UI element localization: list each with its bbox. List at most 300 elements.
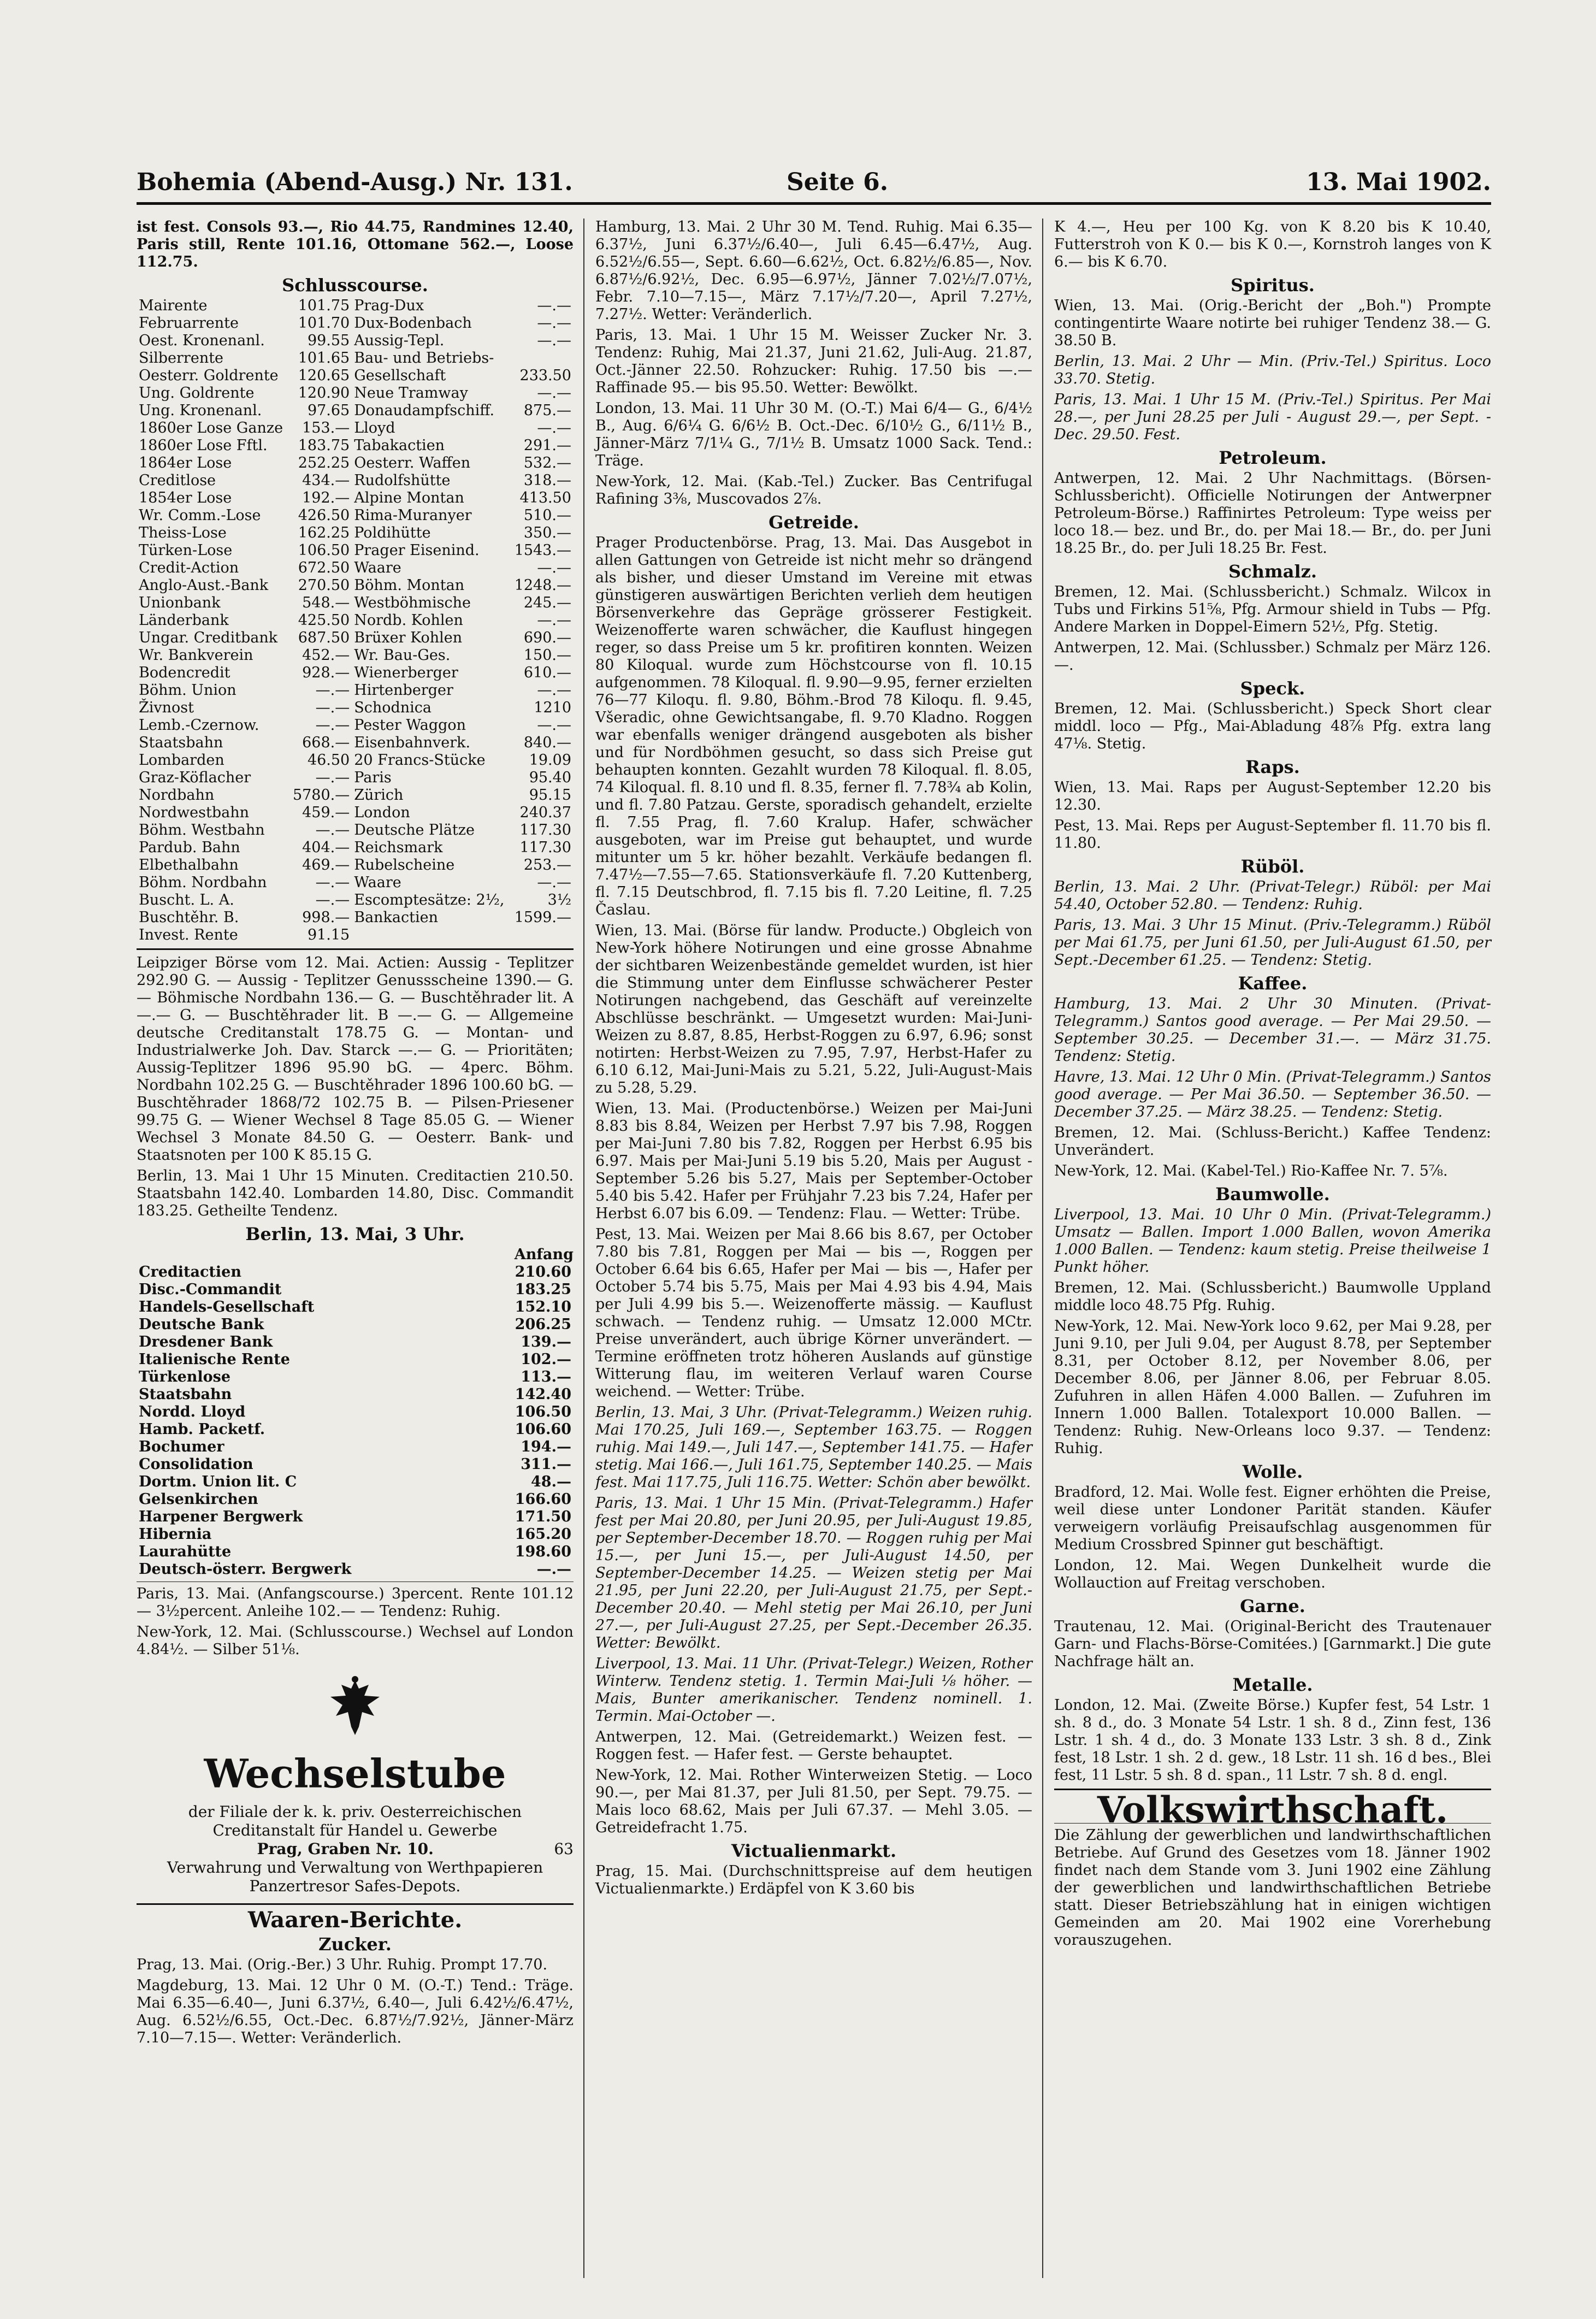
security-name: Graz-Köflacher <box>139 769 251 786</box>
security-price: 1599.— <box>514 909 571 926</box>
schlusscourse-row <box>137 804 574 822</box>
security-price: 233.50 <box>519 367 571 384</box>
security-name: Böhm. Westbahn <box>139 822 265 839</box>
security-name: Pester Waggon <box>354 717 466 734</box>
security-price: 48.— <box>531 1473 571 1490</box>
berlin-row <box>137 1281 574 1299</box>
rueboel-paris: Paris, 13. Mai. 3 Uhr 15 Minut. (Priv.-Telegramm.) Rüböl per Mai 61.75, per Juni 61.50, per Juli-August 61.50, per Sept.-December 61.25. — Tendenz: Stetig. <box>1054 917 1491 969</box>
ad-line1: der Filiale der k. k. priv. Oesterreichischen <box>188 1803 522 1821</box>
metalle-heading: Metalle. <box>1232 1674 1313 1695</box>
baumwolle-liverpool: Liverpool, 13. Mai. 10 Uhr 0 Min. (Privat-Telegramm.) Umsatz — Ballen. Import 1.000 Ballen, wovon Amerika 1.000 Ballen. — Tendenz: kaum stetig. Preise theilweise 1 Punkt höher. <box>1054 1206 1491 1276</box>
berlin-getreide-report: Berlin, 13. Mai, 3 Uhr. (Privat-Telegramm.) Weizen ruhig. Mai 170.25, Juli 169.—, September 163.75. — Roggen ruhig. Mai 149.—, Juli 147.—, September 141.75. — Hafer stetig. Mai 166.—, Juli 161.75, September 140.25. — Mais fest. Mai 117.75, Juli 116.75. Wetter: Schön aber bewölkt. <box>595 1404 1032 1491</box>
security-name: Schodnica <box>354 699 432 716</box>
wechselstube-ad <box>137 1675 574 1896</box>
security-price: 840.— <box>523 734 571 751</box>
rueboel-berlin: Berlin, 13. Mai. 2 Uhr. (Privat-Telegr.) Rüböl: per Mai 54.40, October 52.80. — Tendenz: Ruhig. <box>1054 878 1491 913</box>
schlusscourse-row <box>137 437 574 455</box>
column-1 <box>137 219 574 2050</box>
schmalz-heading: Schmalz. <box>1228 561 1317 582</box>
security-name: Staatsbahn <box>139 734 223 751</box>
security-price: 240.37 <box>519 804 571 821</box>
security-name: Donaudampfschiff. <box>354 402 495 419</box>
security-price: 46.50 <box>307 752 350 769</box>
eagle-emblem-icon <box>325 1675 385 1740</box>
security-price: 425.50 <box>298 612 350 629</box>
security-name: Ung. Goldrente <box>139 385 255 402</box>
security-name: Böhm. Nordbahn <box>139 874 267 891</box>
berlin-row <box>137 1438 574 1456</box>
berlin-table <box>137 1264 574 1578</box>
security-price: 139.— <box>521 1333 571 1350</box>
zucker-heading: Zucker. <box>318 1934 392 1955</box>
waaren-berichte-heading: Waaren-Berichte. <box>247 1907 463 1933</box>
security-name: Westböhmische <box>354 594 471 611</box>
security-name: Oesterr. Waffen <box>354 455 471 471</box>
security-price: 1210 <box>534 699 571 716</box>
security-name: Oest. Kronenanl. <box>139 332 265 349</box>
security-price: 117.30 <box>519 839 571 856</box>
schlusscourse-row <box>137 385 574 402</box>
security-price: 687.50 <box>298 629 350 646</box>
kaffee-hamburg: Hamburg, 13. Mai. 2 Uhr 30 Minuten. (Privat-Telegramm.) Santos good average. — Per Mai 29.50. — September 30.25. — December 31.—. — März 31.75. Tendenz: Stetig. <box>1054 995 1491 1065</box>
security-price: 875.— <box>523 402 571 419</box>
security-price: 318.— <box>523 472 571 489</box>
security-name: Prager Eisenind. <box>354 542 480 559</box>
divider <box>137 948 574 950</box>
header-right: 13. Mai 1902. <box>1306 168 1491 196</box>
security-name: Ung. Kronenanl. <box>139 402 262 419</box>
schlusscourse-row <box>137 577 574 594</box>
security-price: —.— <box>537 420 571 436</box>
petroleum-heading: Petroleum. <box>1219 447 1327 468</box>
baumwolle-bremen: Bremen, 12. Mai. (Schlussbericht.) Baumwolle Uppland middle loco 48.75 Pfg. Ruhig. <box>1054 1279 1491 1314</box>
security-name: Živnost <box>139 699 194 716</box>
prag-zucker-report: Prag, 13. Mai. (Orig.-Ber.) 3 Uhr. Ruhig. Prompt 17.70. <box>137 1956 548 1973</box>
security-name: Lloyd <box>354 420 395 436</box>
ad-line4: Verwahrung und Verwaltung von Werthpapieren <box>167 1858 543 1877</box>
schmalz-bremen: Bremen, 12. Mai. (Schlussbericht.) Schmalz. Wilcox in Tubs und Firkins 51⅝, Pfg. Armour shield in Tubs — Pfg. Andere Marken in Doppel-Eimern 52½, Pfg. Stetig. <box>1054 583 1491 635</box>
security-price: 1248.— <box>514 577 571 594</box>
security-price: 510.— <box>523 507 571 524</box>
security-name: Hibernia <box>139 1526 212 1543</box>
schlusscourse-row <box>137 315 574 332</box>
security-price: —.— <box>537 874 571 891</box>
petroleum-report: Antwerpen, 12. Mai. 2 Uhr Nachmittags. (Börsen-Schlussbericht). Officielle Notirungen der Antwerpner Petroleum-Börse.) Raffinirtes Petroleum: Type weiss per loco 18.— bez. und Br., do. per Mai 18.— Br., do. per Juni 18.25 Br., do. per Juli 18.25 Br. Fest. <box>1054 470 1491 557</box>
security-name: Creditlose <box>139 472 216 489</box>
security-price: 270.50 <box>298 577 350 594</box>
rueboel-heading: Rüböl. <box>1240 856 1305 877</box>
security-price: —.— <box>537 385 571 402</box>
berlin-row <box>137 1316 574 1333</box>
security-name: Deutsche Bank <box>139 1316 264 1333</box>
security-name: Escomptesätze: 2½, <box>354 892 505 908</box>
security-price: 210.60 <box>515 1264 571 1281</box>
kaffee-newyork: New-York, 12. Mai. (Kabel-Tel.) Rio-Kaffee Nr. 7. 5⅞. <box>1054 1163 1448 1179</box>
security-name: Mairente <box>139 297 208 314</box>
security-name: Dortm. Union lit. C <box>139 1473 297 1490</box>
berlin-row <box>137 1543 574 1561</box>
security-price: 311.— <box>521 1456 571 1473</box>
security-price: 1543.— <box>514 542 571 559</box>
security-name: Tabakactien <box>354 437 445 454</box>
security-price: 998.— <box>302 909 350 926</box>
security-price: —.— <box>315 822 350 839</box>
security-name: Laurahütte <box>139 1543 232 1560</box>
security-price: 153.— <box>302 420 350 436</box>
berlin-row <box>137 1526 574 1543</box>
schmalz-antwerpen: Antwerpen, 12. Mai. (Schlussber.) Schmalz per März 126.—. <box>1054 639 1491 674</box>
schlusscourse-row <box>137 699 574 717</box>
security-price: 106.60 <box>515 1421 571 1438</box>
security-price: —.— <box>315 717 350 734</box>
schlusscourse-row <box>137 664 574 682</box>
schlusscourse-row <box>137 350 574 367</box>
security-name: Rudolfshütte <box>354 472 451 489</box>
security-price: 152.10 <box>515 1299 571 1315</box>
security-name: Hamb. Packetf. <box>139 1421 265 1438</box>
security-name: 1860er Lose Ganze <box>139 420 283 436</box>
schlusscourse-row <box>137 524 574 542</box>
schlusscourse-row <box>137 455 574 472</box>
security-price: 245.— <box>523 594 571 611</box>
leipzig-report: Leipziger Börse vom 12. Mai. Actien: Aussig - Teplitzer 292.90 G. — Aussig - Teplitzer Genussscheine 1390.— G. — Böhmische Nordbahn 136.— G. — Buschtěhrader lit. A —.— G. — Buschtěhrader lit. B —.— G. — Allgemeine deutsche Creditanstalt 178.75 G. — Montan- und Industrialwerke Joh. Dav. Starck —.— G. — Prioritäten; Aussig-Teplitzer 1896 95.90 bG. — 4perc. Böhm. Nordbahn 102.25 G. — Buschtěhrader 1896 100.60 bG. — Buschtěhrader 1868/72 102.75 B. — Pilsen-Priesener 99.75 G. — Wiener Wechsel 8 Tage 85.05 G. — Wiener Wechsel 3 Monate 84.50 G. — Oesterr. Bank- und Staatsnoten per 100 K 85.15 G. <box>137 954 574 1164</box>
security-name: Böhm. Union <box>139 682 237 699</box>
security-price: —.— <box>537 559 571 576</box>
security-price: 532.— <box>523 455 571 471</box>
schlusscourse-row <box>137 682 574 699</box>
security-price: 166.60 <box>515 1491 571 1508</box>
security-name: Harpener Bergwerk <box>139 1508 303 1525</box>
raps-wien: Wien, 13. Mai. Raps per August-September 12.20 bis 12.30. <box>1054 779 1491 813</box>
security-price: 142.40 <box>515 1386 571 1403</box>
security-name: Consolidation <box>139 1456 253 1473</box>
security-price: —.— <box>315 769 350 786</box>
security-price: 610.— <box>523 664 571 681</box>
schlusscourse-row <box>137 647 574 664</box>
security-price: 469.— <box>302 857 350 874</box>
security-name: Eisenbahnverk. <box>354 734 471 751</box>
security-price: 404.— <box>302 839 350 856</box>
security-name: Reichsmark <box>354 839 443 856</box>
security-price: 102.— <box>521 1351 571 1368</box>
security-name: Nordbahn <box>139 787 215 804</box>
prag-getreide-report: Prager Productenbörse. Prag, 13. Mai. Das Ausgebot in allen Gattungen von Getreide ist nicht mehr so drängend als bisher, und dieser Umstand im Vereine mit etwas günstigeren auswärtigen Berichten verlieh dem heutigen Börsenverkehre das Gepräge grösserer Festigkeit. Weizenofferte waren schwächer, die Kauflust hingegen reger, so dass Preise um 5 kr. profitiren konnten. Weizen 80 Kiloqual. wurde zum Höchstcourse von fl. 10.15 aufgenommen. 78 Kiloqual. fl. 9.90—9.95, ferner erzielten 76—77 Kiloqu. fl. 9.80, Böhm.-Brod 78 Kiloqu. fl. 9.45, Všeradic, ohne Gewichtsangabe, fl. 9.70 Kladno. Roggen war ebenfalls weniger drängend ausgeboten als bisher und für Nordböhmen gesucht, so dass sich Preise gut behaupten konnten. Gezahlt wurden 78 Kiloqual. fl. 8.05, 74 Kiloqual. fl. 8.10 und fl. 8.35, ferner fl. 7.78¾ ab Kolin, und fl. 7.80 Patzau. Gerste, sporadisch gehandelt, erzielte fl. 7.55 Prag, fl. 7.60 Kralup. Hafer, schwächer ausgeboten, war im Preise gut behauptet, und wurde mitunter um 5 kr. höher bezahlt. Verkäufe bedangen fl. 7.47½—7.55—7.65. Stationsverkäufe fl. 7.20 Kuttenberg, fl. 7.15 Deutschbrod, fl. 7.15 bis fl. 7.20 Leitine, fl. 7.25 Časlau. <box>595 534 1032 918</box>
raps-heading: Raps. <box>1245 757 1300 777</box>
security-name: Handels-Gesellschaft <box>139 1299 315 1315</box>
schlusscourse-row <box>137 420 574 437</box>
pest-report: Pest, 13. Mai. Weizen per Mai 8.66 bis 8.67, per October 7.80 bis 7.81, Roggen per Mai — bis —, Roggen per October 6.64 bis 6.65, Hafer per Mai — bis —, Hafer per October 5.74 bis 5.75, Mais per Mai 4.93 bis 4.94, Mais per Juli 4.99 bis 5.—. Weizenofferte mässig. — Kauflust schwach. — Tendenz ruhig. — Umsatz 12.000 MCtr. Preise unverändert, auch übrige Körner unverändert. — Termine eröffneten trotz höheren Auslands auf günstige Witterung flau, im weiteren Verlauf waren Course weichend. — Wetter: Trübe. <box>595 1226 1032 1400</box>
newyork-zucker-report: New-York, 12. Mai. (Kab.-Tel.) Zucker. Bas Centrifugal Rafining 3⅜, Muscovados 2⅞. <box>595 473 1032 508</box>
berlin-row <box>137 1561 574 1578</box>
schlusscourse-row <box>137 559 574 577</box>
security-price: 198.60 <box>515 1543 571 1560</box>
security-name: Poldihütte <box>354 524 431 541</box>
security-name: Bau- und Betriebs- <box>354 350 494 367</box>
victualien-report: Prag, 15. Mai. (Durchschnittspreise auf dem heutigen Victualienmarkte.) Erdäpfel von K 3.60 bis <box>595 1863 1032 1897</box>
security-price: 106.50 <box>298 542 350 559</box>
newyork-getreide-report: New-York, 12. Mai. Rother Winterweizen Stetig. — Loco 90.—, per Mai 81.37, per Juli 81.50, per Sept. 79.75. — Mais loco 68.62, Mais per Juli 67.37. — Mehl 3.05. — Getreidefracht 1.75. <box>595 1767 1032 1836</box>
security-name: Pardub. Bahn <box>139 839 240 856</box>
newyork-report: New-York, 12. Mai. (Schlusscourse.) Wechsel auf London 4.84½. — Silber 51⅛. <box>137 1624 574 1658</box>
schlusscourse-row <box>137 769 574 787</box>
baumwolle-heading: Baumwolle. <box>1215 1184 1330 1205</box>
security-name: Ungar. Creditbank <box>139 629 278 646</box>
security-name: Rima-Muranyer <box>354 507 472 524</box>
security-name: Buscht. L. A. <box>139 892 234 908</box>
security-name: Nordd. Lloyd <box>139 1403 246 1420</box>
ad-number: 63 <box>554 1840 574 1858</box>
divider <box>137 1903 574 1905</box>
header-left: Bohemia (Abend-Ausg.) Nr. 131. <box>137 168 573 196</box>
security-name: Invest. Rente <box>139 927 238 943</box>
berlin-anfang-label: Anfang <box>514 1246 574 1263</box>
security-price <box>511 350 574 367</box>
security-name: Gelsenkirchen <box>139 1491 258 1508</box>
security-price: 106.50 <box>515 1403 571 1420</box>
schlusscourse-row <box>137 332 574 350</box>
schlusscourse-row <box>137 472 574 489</box>
security-price: 19.09 <box>529 752 571 769</box>
security-price: 459.— <box>302 804 350 821</box>
wolle-heading: Wolle. <box>1242 1461 1303 1482</box>
schlusscourse-row <box>137 612 574 629</box>
security-price: —.— <box>315 699 350 716</box>
victualien-heading: Victualienmarkt. <box>731 1840 897 1861</box>
security-price: —.— <box>537 682 571 699</box>
schlusscourse-row <box>137 752 574 769</box>
garne-heading: Garne. <box>1240 1596 1305 1616</box>
schlusscourse-row <box>137 402 574 420</box>
schlusscourse-row <box>137 892 574 909</box>
speck-report: Bremen, 12. Mai. (Schlussbericht.) Speck Short clear middl. loco — Pfg., Mai-Abladung 48⅞ Pfg. extra lang 47⅛. Stetig. <box>1054 700 1491 752</box>
security-name: London <box>354 804 410 821</box>
security-price: 99.55 <box>307 332 350 349</box>
security-name: Dux-Bodenbach <box>354 315 472 332</box>
security-name: Wr. Bau-Ges. <box>354 647 451 664</box>
kaffee-bremen: Bremen, 12. Mai. (Schluss-Bericht.) Kaffee Tendenz: Unverändert. <box>1054 1124 1491 1159</box>
schlusscourse-row <box>137 367 574 385</box>
schlusscourse-table <box>137 297 574 944</box>
schlusscourse-row <box>137 839 574 857</box>
security-price: —.— <box>537 297 571 314</box>
consols-intro: ist fest. Consols 93.—, Rio 44.75, Randmines 12.40, Paris still, Rente 101.16, Ottomane 562.—, Loose 112.75. <box>137 219 574 270</box>
berlin-row <box>137 1421 574 1438</box>
spiritus-paris: Paris, 13. Mai. 1 Uhr 15 M. (Priv.-Tel.) Spiritus. Per Mai 28.—, per Juni 28.25 per Juli - August 29.—, per Sept. - Dec. 29.50. Fest. <box>1054 391 1491 443</box>
schlusscourse-row <box>137 297 574 315</box>
security-name: Rubelscheine <box>354 857 455 874</box>
security-name: Deutsche Plätze <box>354 822 475 839</box>
paris-zucker-report: Paris, 13. Mai. 1 Uhr 15 M. Weisser Zucker Nr. 3. Tendenz: Ruhig, Mai 21.37, Juni 21.62, Juli-Aug. 21.87, Oct.-Jänner 22.50. Rohzucker: Ruhig. 17.50 bis —.— Raffinade 95.— bis 95.50. Wetter: Bewölkt. <box>595 327 1032 396</box>
security-price: —.— <box>537 612 571 629</box>
security-name: Silberrente <box>139 350 224 367</box>
security-price: 253.— <box>523 857 571 874</box>
security-name: Staatsbahn <box>139 1386 232 1403</box>
security-price: —.— <box>315 682 350 699</box>
security-name: Brüxer Kohlen <box>354 629 463 646</box>
schlusscourse-row <box>137 927 574 944</box>
garne-report: Trautenau, 12. Mai. (Original-Bericht des Trautenauer Garn- und Flachs-Börse-Comitées.) [Garnmarkt.] Die gute Nachfrage hält an. <box>1054 1618 1491 1670</box>
schlusscourse-row <box>137 542 574 559</box>
security-name: Credit-Action <box>139 559 239 576</box>
header-center: Seite 6. <box>787 168 889 196</box>
volkswirthschaft-heading: Volkswirthschaft. <box>1097 1789 1449 1831</box>
security-name: Länderbank <box>139 612 229 629</box>
spiritus-berlin: Berlin, 13. Mai. 2 Uhr — Min. (Priv.-Tel.) Spiritus. Loco 33.70. Stetig. <box>1054 353 1491 387</box>
security-name: Bodencredit <box>139 664 230 681</box>
security-name: Lemb.-Czernow. <box>139 717 259 734</box>
security-price: 928.— <box>302 664 350 681</box>
security-price: 101.75 <box>298 297 350 314</box>
column-3 <box>1054 219 1491 1952</box>
security-name: Dresdener Bank <box>139 1333 273 1350</box>
kaffee-havre: Havre, 13. Mai. 12 Uhr 0 Min. (Privat-Telegramm.) Santos good average. — Per Mai 36.50. — September 36.50. — December 37.25. — März 38.25. — Tendenz: Stetig. <box>1054 1069 1491 1120</box>
security-name: Bankactien <box>354 909 438 926</box>
volkswirthschaft-text: Die Zählung der gewerblichen und landwirthschaftlichen Betriebe. Auf Grund des Gesetzes vom 18. Jänner 1902 findet nach dem Stande vom 3. Juni 1902 eine Zählung der gewerblichen und landwirthschaftlichen Betriebe statt. Dieser Betriebszählung hat in einigen wichtigen Gemeinden am 20. Mai 1902 eine Vorerhebung vorauszugehen. <box>1054 1827 1491 1949</box>
speck-heading: Speck. <box>1240 678 1305 699</box>
security-price: 171.50 <box>515 1508 571 1525</box>
ad-line3: Prag, Graben Nr. 10. <box>257 1840 434 1858</box>
column-2 <box>595 219 1032 1901</box>
security-price <box>511 927 574 944</box>
security-price: 162.25 <box>298 524 350 541</box>
london-zucker-report: London, 13. Mai. 11 Uhr 30 M. (O.-T.) Mai 6/4— G., 6/4½ B., Aug. 6/6¼ G. 6/6½ B. Oct.-Dec. 6/10½ G., 6/11½ B., Jänner-März 7/1¼ G., 7/1½ B. Umsatz 1000 Sack. Tend.: Träge. <box>595 400 1032 469</box>
victualien-continued: K 4.—, Heu per 100 Kg. von K 8.20 bis K 10.40, Futterstroh von K 0.— bis K 0.—, Kornstroh langes von K 6.— bis K 6.70. <box>1054 219 1491 270</box>
security-price: 452.— <box>302 647 350 664</box>
column-divider-2 <box>1042 219 1043 2278</box>
berlin-row <box>137 1491 574 1508</box>
security-price: 668.— <box>302 734 350 751</box>
security-name: Italienische Rente <box>139 1351 290 1368</box>
page-header <box>137 164 1491 205</box>
security-price: —.— <box>315 892 350 908</box>
security-name: Oesterr. Goldrente <box>139 367 279 384</box>
security-name: Disc.-Commandit <box>139 1281 282 1298</box>
security-price: 113.— <box>521 1368 571 1385</box>
security-price: 120.90 <box>298 385 350 402</box>
security-price: —.— <box>315 874 350 891</box>
baumwolle-newyork: New-York, 12. Mai. New-York loco 9.62, per Mai 9.28, per Juni 9.10, per Juli 9.04, per August 8.78, per September 8.31, per October 8.12, per November 8.06, per December 8.06, per Jänner 8.06, per Februar 8.05. Zufuhren in allen Häfen 4.000 Ballen. — Zufuhren im Innern 1.000 Ballen. Totalexport 10.000 Ballen. — Tendenz: Ruhig. New-Orleans loco 9.37. — Tendenz: Ruhig. <box>1054 1318 1491 1457</box>
berlin-heading: Berlin, 13. Mai, 3 Uhr. <box>245 1224 465 1244</box>
schlusscourse-row <box>137 507 574 524</box>
security-price: 690.— <box>523 629 571 646</box>
security-price: 350.— <box>523 524 571 541</box>
security-name: Alpine Montan <box>354 489 464 506</box>
magdeburg-report: Magdeburg, 13. Mai. 12 Uhr 0 M. (O.-T.) Tend.: Träge. Mai 6.35—6.40—, Juni 6.37½, 6.40—, Juli 6.42½/6.47½, Aug. 6.52½/6.55, Oct.-Dec. 6.87½/7.92½, Jänner-März 7.10—7.15—. Wetter: Veränderlich. <box>137 1977 574 2046</box>
security-name: Nordb. Kohlen <box>354 612 463 629</box>
berlin-row <box>137 1333 574 1351</box>
security-name: Februarrente <box>139 315 239 332</box>
security-name: Wr. Comm.-Lose <box>139 507 261 524</box>
paris-getreide-report: Paris, 13. Mai. 1 Uhr 15 Min. (Privat-Telegramm.) Hafer fest per Mai 20.80, per Juni 20.95, per Juli-August 19.85, per September-December 18.70. — Roggen ruhig per Mai 15.—, per Juni 15.—, per Juli-August 14.50, per September-December 14.25. — Weizen stetig per Mai 21.95, per Juni 22.20, per Juli-August 21.75, per Sept.-December 20.40. — Mehl stetig per Mai 26.10, per Juni 27.—, per Juli-August 27.25, per Sept.-December 26.35. Wetter: Bewölkt. <box>595 1495 1032 1651</box>
spiritus-heading: Spiritus. <box>1231 275 1315 296</box>
security-name: Creditactien <box>139 1264 241 1281</box>
security-price: —.— <box>537 332 571 349</box>
security-price: 672.50 <box>298 559 350 576</box>
berlin-row <box>137 1351 574 1368</box>
security-name: 20 Francs-Stücke <box>354 752 486 769</box>
liverpool-report: Liverpool, 13. Mai. 11 Uhr. (Privat-Telegr.) Weizen, Rother Winterw. Tendenz stetig. 1. Termin Mai-Juli ⅛ höher. — Mais, Bunter amerikanischer. Tendenz nominell. 1. Termin. Mai-October —. <box>595 1655 1032 1725</box>
ad-title: Wechselstube <box>204 1750 506 1797</box>
security-price: 91.15 <box>307 927 350 943</box>
security-name: Elbethalbahn <box>139 857 239 874</box>
newspaper-page <box>137 164 1491 2283</box>
security-price: 426.50 <box>298 507 350 524</box>
security-price: 192.— <box>302 489 350 506</box>
security-name: Paris <box>354 769 392 786</box>
security-price: 252.25 <box>298 455 350 471</box>
security-name: Neue Tramway <box>354 385 468 402</box>
ad-line5: Panzertresor Safes-Depots. <box>249 1877 461 1895</box>
security-price: 120.65 <box>298 367 350 384</box>
security-price: 117.30 <box>519 822 571 839</box>
security-price: 5780.— <box>292 787 350 804</box>
wolle-bradford: Bradford, 12. Mai. Wolle fest. Eigner erhöhten die Preise, weil diese unter Londoner Parität standen. Käufer verweigern vorläufig Preisaufschlag ausgenommen für Medium Crossbred Spinner gut beschäftigt. <box>1054 1484 1491 1553</box>
security-price: 291.— <box>523 437 571 454</box>
security-price: 101.70 <box>298 315 350 332</box>
berlin-short-report: Berlin, 13. Mai 1 Uhr 15 Minuten. Creditactien 210.50. Staatsbahn 142.40. Lombarden 14.80, Disc. Commandit 183.25. Getheilte Tendenz. <box>137 1167 574 1219</box>
security-name: Lombarden <box>139 752 224 769</box>
ad-line2: Creditanstalt für Handel u. Gewerbe <box>212 1821 498 1839</box>
wien-landw-report: Wien, 13. Mai. (Börse für landw. Producte.) Obgleich von New-York höhere Notirungen und eine grosse Abnahme der sichtbaren Weizenbestände gemeldet wurden, ist hier die Stimmung unter dem Einflusse schwächerer Pester Notirungen nachgebend, das Geschäft auf vereinzelte Abschlüsse beschränkt. — Umgesetzt wurden: Mai-Juni-Weizen zu 8.87, 8.85, Herbst-Roggen zu 6.97, 6.96; sonst notirten: Herbst-Weizen zu 7.95, 7.97, Herbst-Hafer zu 6.10 6.12, Mai-Juni-Mais zu 5.21, 5.22, Juli-August-Mais zu 5.28, 5.29. <box>595 922 1032 1096</box>
schlusscourse-row <box>137 629 574 647</box>
security-name: Anglo-Aust.-Bank <box>139 577 269 594</box>
security-price: 434.— <box>302 472 350 489</box>
security-price: 95.15 <box>529 787 571 804</box>
berlin-row <box>137 1264 574 1281</box>
schlusscourse-row <box>137 594 574 612</box>
security-name: Böhm. Montan <box>354 577 465 594</box>
schlusscourse-row <box>137 787 574 804</box>
security-name: 1864er Lose <box>139 455 232 471</box>
security-price: 3½ <box>547 892 571 908</box>
schlusscourse-row <box>137 874 574 892</box>
security-name: Deutsch-österr. Bergwerk <box>139 1561 352 1578</box>
security-price: 206.25 <box>515 1316 571 1333</box>
security-price: —.— <box>537 315 571 332</box>
security-name: Zürich <box>354 787 404 804</box>
security-price: 548.— <box>302 594 350 611</box>
berlin-row <box>137 1368 574 1386</box>
hamburg-zucker-report: Hamburg, 13. Mai. 2 Uhr 30 M. Tend. Ruhig. Mai 6.35—6.37½, Juni 6.37½/6.40—, Juli 6.45—6.47½, Aug. 6.52½/6.55—, Sept. 6.60—6.62½, Oct. 6.82½/6.85—, Nov. 6.87½/6.92½, Dec. 6.95—6.97½, Jänner 7.02½/7.07½, Febr. 7.10—7.15—, März 7.17½/7.20—, April 7.27½, 7.27½. Wetter: Veränderlich. <box>595 219 1032 323</box>
security-price: 194.— <box>521 1438 571 1455</box>
berlin-row <box>137 1508 574 1526</box>
schlusscourse-row <box>137 857 574 874</box>
security-name: Nordwestbahn <box>139 804 250 821</box>
security-price: 183.75 <box>298 437 350 454</box>
security-name: Hirtenberger <box>354 682 453 699</box>
security-name: Aussig-Tepl. <box>354 332 445 349</box>
schlusscourse-heading: Schlusscourse. <box>282 275 428 296</box>
wien-producten-report: Wien, 13. Mai. (Productenbörse.) Weizen per Mai-Juni 8.83 bis 8.84, Weizen per Herbst 7.97 bis 7.98, Roggen per Mai-Juni 7.80 bis 7.82, Roggen per Herbst 6.95 bis 6.97. Mais per Mai-Juni 5.19 bis 5.20, Mais per August - September 5.26 bis 5.27, Mais per September-October 5.40 bis 5.42. Hafer per Frühjahr 7.23 bis 7.24, Hafer per Herbst 6.07 bis 6.09. — Tendenz: Flau. — Wetter: Trübe. <box>595 1100 1032 1222</box>
security-price: 183.25 <box>515 1281 571 1298</box>
security-price: —.— <box>536 1561 571 1578</box>
schlusscourse-row <box>137 734 574 752</box>
schlusscourse-row <box>137 909 574 927</box>
column-divider-1 <box>583 219 584 2278</box>
berlin-row <box>137 1386 574 1403</box>
security-name: Gesellschaft <box>354 367 446 384</box>
security-price: 413.50 <box>519 489 571 506</box>
security-name: Prag-Dux <box>354 297 424 314</box>
security-price: 150.— <box>523 647 571 664</box>
security-name: Unionbank <box>139 594 221 611</box>
kaffee-heading: Kaffee. <box>1238 973 1308 994</box>
schlusscourse-row <box>137 717 574 734</box>
security-name: 1860er Lose Fftl. <box>139 437 268 454</box>
security-price: 101.65 <box>298 350 350 367</box>
security-price: 95.40 <box>529 769 571 786</box>
security-name: Wienerberger <box>354 664 458 681</box>
